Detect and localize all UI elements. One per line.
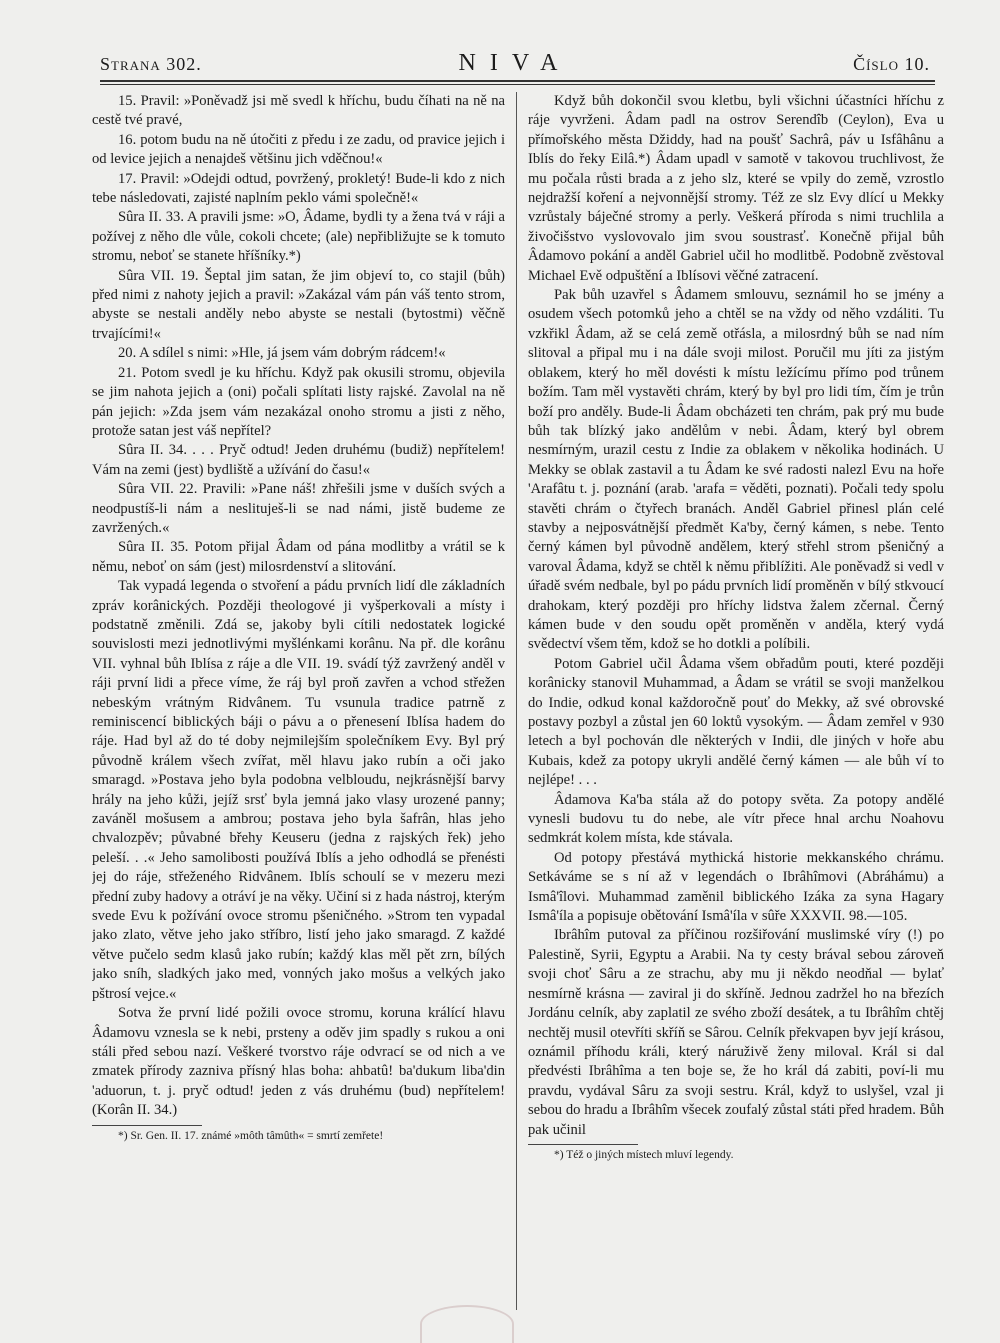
paragraph: Sûra VII. 19. Šeptal jim satan, že jim objeví to, co stajil (bůh) před nimi z nahoty jejich a pravil: »Zakázal vám pán váš tento strom, abyste se nestali anděly nebo abyste se nestali (bytostmi) věčně trvajícími!« [92, 267, 505, 342]
paragraph: Âdamova Ka'ba stála až do potopy světa. Za potopy andělé vynesli budovu tu do nebe, ale vítr přece hnal archu Noahovu sedmkrát kolem místa, kde stávala. [528, 791, 944, 847]
paragraph: Sotva že první lidé požili ovoce stromu, koruna králící hlavu Âdamovu vznesla se k nebi, prsteny a oděv jim spadly s rukou a oni stáli před sebou nazí. Veškeré tvorstvo ráje odvrací se od nich a ve zmatek přírody zazniva přísný hlas boha: ahbatû! ba'dukum liba'din 'aduorun, t. j. pryč odtud! jeden z vás druhému (bud) nepřítelem! (Korân II. 34.) [92, 1005, 505, 1119]
paragraph: 16. potom budu na ně útočiti z předu i ze zadu, od pravice jejich i od levice jejich a nenajdeš většinu jich vděčnou!« [92, 131, 505, 168]
paragraph: Pak bůh uzavřel s Âdamem smlouvu, seznámil ho se jmény a osudem všech potomků jeho a chtěl se na vždy od něho vzdáliti. Tu vzkřikl Âdam, až se celá země otřásla, a milosrdný bůh se nad ním slitoval a připal mu i na dále svoji milost. Poručil mu jíti za jistým oblakem, který ho měl dovésti k místu ležícímu přímo pod trůnem božím. Tam měl vystavěti chrám, který by byl pro lidi tím, čím je trůn boží pro anděly. Bude-li Âdam obcházeti ten chrám, pak prý mu bude bůh tak blízký jako andělům v nebi. Âdam, který byl obrem nesmírným, urazil cestu z Indie za oblakem v několika hodinách. U Mekky se oblak zastavil a tu Âdam ke své radosti nalezl Evu na hoře 'Arafâtu t. j. poznání (arab. 'arafa = věděti, poznati). Počali tedy spolu stavěti chrám o čtyřech branách. Anděl Gabriel přinesl plán celé stavby a nejposvátnější předmět Ka'by, černý kámen, s nebe. Tento černý kámen byl původně andělem, který střehl strom pšeničný a varoval Âdama, když se chtěl k němu přiblížiti. Ale poněvadž si vedl v úřadě svém nedbale, byl po pádu prvních lidí proměněn v bílý stkvoucí drahokam, který později pro hříchy lidstva žalem zčernal. Černý kámen bude v den soudu opět proměněn v anděla, který vydá svědectví všem těm, kdož se ho dotkli a políbili. [528, 287, 944, 653]
paragraph: 21. Potom svedl je ku hříchu. Když pak okusili stromu, objevila se jim nahota jejich a (oni) počali splítati listy rajské. Zavolal na ně pán jejich: »Zda jsem vám nezakázal onoho stromu a jisti z něho, protože satan jest váš nepřítel? [92, 364, 505, 439]
paragraph: Když bůh dokončil svou kletbu, byli všichni účastníci hříchu z ráje vyvrženi. Âdam padl na ostrov Serendîb (Ceylon), Eva u přímořského města Džiddy, had na poušť Sachrâ, páv u Isfâhânu a Iblís do řeky Eilâ.*) Âdam upadl v samotě v takovou truchlivost, že mu počala růsti brada a z jeho slz, které se vpily do země, vzrostlo nejdražší koření a nejvonnější stromy. Též ze slz Evy dlící u Mekky vzrůstaly báječné stromy a perly. Veškerá příroda s nimi truchlila a živočišstvo vyslovovalo jim svou soustrasť. Konečně přijal bůh Âdamovo pokání a anděl Gabriel učil ho modlitbě. Podobně zvěstoval Michael Evě odpuštění a Iblísovi věčné zatracení. [528, 93, 944, 284]
paragraph: Tak vypadá legenda o stvoření a pádu prvních lidí dle základních zpráv korânických. Později theologové ji vyšperkovali a místy i podstatně změnili. Zdá se, jakoby byli cítili nedostatek logické souvislosti mezi jednotlivými myšlénkami korânu. Na př. dle korânu VII. vyhnal bůh Iblísa z ráje a dle VII. 19. svádí týž zavržený anděl v ráji první lidi a přece víme, že ráj byl proň zavřen a vchod střežen nebeským vrátným Ridvânem. Tu vsunula tradice patrně z reminiscencí biblických báji o pávu a o přenesení Iblísa hadem do ráje. Had byl až do té doby nejmilejším společníkem Evy. Byl prý původně králem všech zvířat, měl hlavu jako rubín a oči jako smaragd. »Postava jeho byla podobna velbloudu, nejkrásnější barvy hrály na jeho kůži, jejíž srsť byla jemná jako vlasy urozené panny; zaváněl mošusem a ambrou; postava jeho byla šafrân, hlas jeho chvalozpěv; půvabné břehy Keuseru (jedna z rajských řek) jeho peleší. . .« Jeho samolibosti používá Iblís a jeho odhodlá se přenésti jej do ráje, střeženého Ridvânem. Iblís schoulí se v mezeru mezi přední zuby hadovy a otráví je na věky. Učiní si z hada nástroj, kterým svede Evu k požívání ovoce stromu pšeničného. »Strom ten vypadal jako zlato, větve jeho jako stříbro, listí jeho jako smaragd. Z každé větve pučelo sedm klasů jako rubín; každý klas měl pět zrn, bílých jako sníh, sladkých jako med, vonných jako mošus a velkých jako pštrosí vejce.« [92, 578, 505, 1002]
paragraph: 15. Pravil: »Poněvadž jsi mě svedl k hříchu, budu číhati na ně na cestě tvé pravé, [92, 93, 505, 129]
paragraph: Sûra II. 33. A pravili jsme: »O, Âdame, bydli ty a žena tvá v ráji a požívej z něho dle vůle, cokoli chcete; (ale) nepřibližujte se k tomuto stromu, neboť se stanete hříšníky.*) [92, 209, 505, 265]
paragraph: 20. A sdílel s nimi: »Hle, já jsem vám dobrým rádcem!« [118, 345, 446, 362]
footnote-rule [528, 1144, 638, 1145]
header-rule-thin [100, 84, 935, 85]
footnote: *) Sr. Gen. II. 17. známé »môth tâmûth« = smrtí zemřete! [118, 1129, 384, 1142]
paragraph: Sûra II. 34. . . . Pryč odtud! Jeden druhému (budiž) nepřítelem! Vám na zemi (jest) bydliště a užívání do času!« [92, 442, 505, 478]
paragraph: Sûra II. 35. Potom přijal Âdam od pána modlitby a vrátil se k němu, neboť on sám (jest) milosrdenství a slitování. [92, 539, 505, 575]
footnote-rule [92, 1125, 202, 1126]
journal-title: NIVA [458, 50, 572, 76]
paragraph: Ibrâhîm putoval za příčinou rozšiřování muslimské víry (!) po Palestině, Syrii, Egyptu a Arabii. Na ty cesty brával sebou zároveň svoji choť Sâru a ze strachu, aby mu ji někdo neodňal — bylať nesmírně krásna — zaviral ji do skříně. Jednou zadržel ho na březích Jordánu celník, aby zaplatil ze svého zboží desátek, a tu Ibrâhîm chtěj nechtěj musil otevříti skříň se Sârou. Celník překvapen byv její krásou, oznámil příhodu králi, který náruživě ženy miloval. Král si dal předvésti Ibrâhîma a ten boje se, že ho král dá zabiti, poví-li mu pravdu, vydával Sâru za svoji sestru. Král, když to uslyšel, vzal ji sebou do hradu a Ibrâhîm všecek zoufalý zůstal státi před hradem. Bůh pak učinil [528, 927, 944, 1138]
paragraph: Od potopy přestává mythická historie mekkanského chrámu. Setkáváme se s ní až v legendách o Ibrâhîmovi (Abráhámu) a Ismâ'îlovi. Muhammad zaměnil biblického Izáka za syna Hagary Ismâ'íla a popisuje obětování Ismâ'íla v sûře XXXVII. 98.—105. [528, 849, 944, 925]
left-column [92, 92, 505, 1317]
issue-number: Číslo 10. [853, 54, 930, 74]
page-number: Strana 302. [100, 54, 202, 74]
right-column [528, 92, 944, 1317]
column-divider [516, 92, 517, 1310]
library-stamp [420, 1305, 514, 1343]
paragraph: Potom Gabriel učil Âdama všem obřadům pouti, které později korânicky stanovil Muhammad, a Âdam se vrátil se svoji manželkou do Indie, odkud konal každoročně pouť do Mekky, až své obrovské postavy pozbyl a zůstal jen 60 loktů vysokým. — Âdam zemřel v 930 letech a byl pochován dle některých v Indii, dle jiných v hoře abu Kubais, kdež za potopy ukryli andělé černý kámen — ale bůh ví to nejlépe! . . . [528, 655, 944, 789]
page-header [100, 52, 930, 82]
footnote: *) Též o jiných místech mluví legendy. [554, 1148, 734, 1161]
paragraph: 17. Pravil: »Odejdi odtud, povržený, prokletý! Bude-li kdo z nich tebe následovati, zajisté naplním peklo vámi společně!« [92, 170, 505, 207]
paragraph: Sûra VII. 22. Pravili: »Pane náš! zhřešili jsme v duších svých a neodpustíš-li nám a neslituješ-li se nad námi, jistě budeme ze zavržených.« [92, 481, 505, 536]
header-rule [100, 80, 935, 82]
